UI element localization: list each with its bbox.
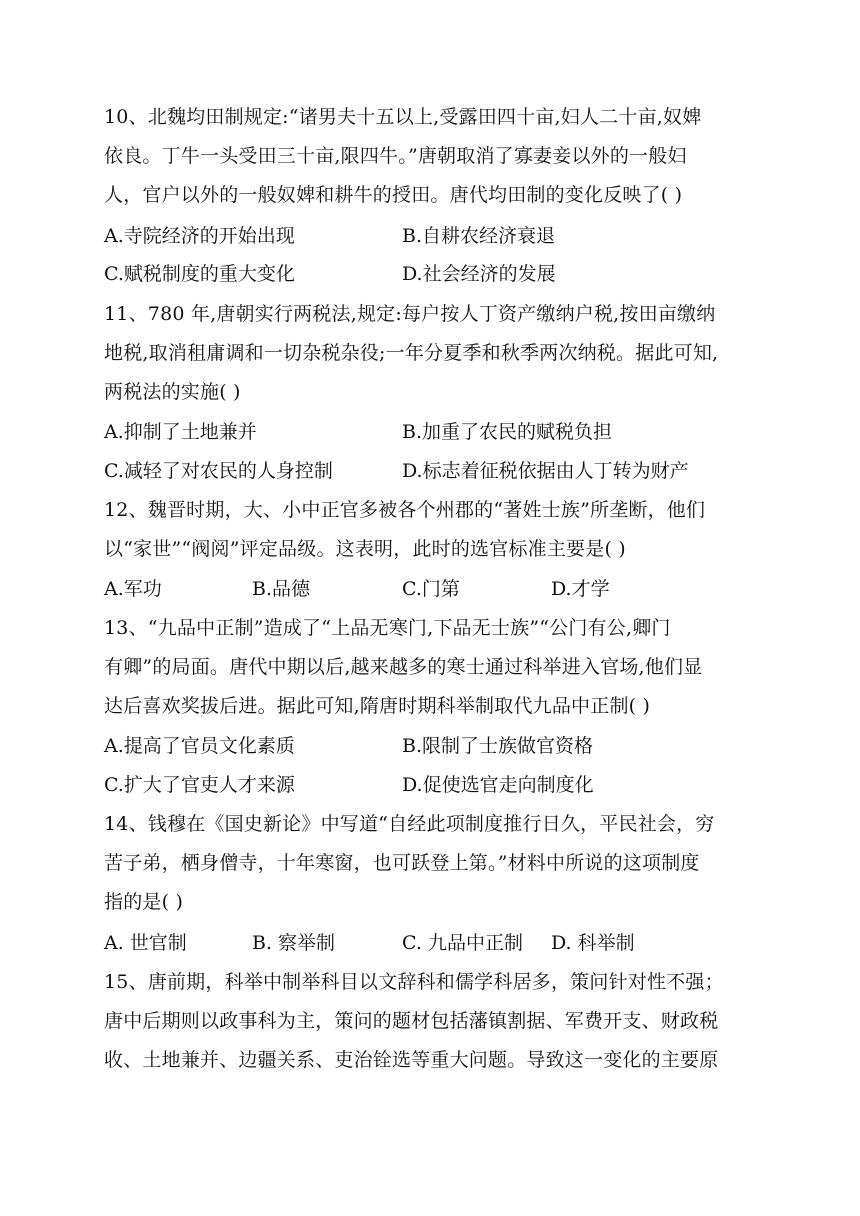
question-10-option-d: D.社会经济的发展 [402, 263, 556, 285]
question-11-line-2: 地税,取消租庸调和一切杂税杂役;一年分夏季和秋季两次纳税。据此可知, [104, 342, 719, 364]
question-10-line-1: 10、北魏均田制规定:“诸男夫十五以上,受露田四十亩,妇人二十亩,奴婢 [104, 106, 702, 128]
question-14-line-1: 14、钱穆在《国史新论》中写道“自经此项制度推行日久，平民社会，穷 [104, 813, 715, 835]
question-12-option-b: B.品德 [252, 578, 311, 600]
question-14-option-c: C. 九品中正制 [402, 932, 523, 954]
question-13-line-3: 达后喜欢奖拔后进。据此可知,隋唐时期科举制取代九品中正制( ) [104, 695, 651, 717]
question-14-line-2: 苦子弟，栖身僧寺，十年寒窗，也可跃登上第。”材料中所说的这项制度 [104, 852, 700, 874]
question-13-option-c: C.扩大了官吏人才来源 [104, 774, 295, 796]
question-10-option-a: A.寺院经济的开始出现 [104, 225, 295, 247]
question-11-option-a: A.抑制了土地兼并 [104, 421, 257, 443]
question-10-option-c: C.赋税制度的重大变化 [104, 263, 295, 285]
question-14-option-a: A. 世官制 [104, 932, 187, 954]
question-12-option-d: D.才学 [551, 578, 610, 600]
question-11-option-b: B.加重了农民的赋税负担 [402, 421, 613, 443]
question-15-line-3: 收、土地兼并、边疆关系、吏治铨选等重大问题。导致这一变化的主要原 [104, 1049, 719, 1071]
question-11-line-3: 两税法的实施( ) [104, 381, 241, 403]
question-14-option-b: B. 察举制 [252, 932, 336, 954]
question-11-line-1: 11、780 年,唐朝实行两税法,规定:每户按人丁资产缴纳户税,按田亩缴纳 [104, 303, 716, 325]
question-10-option-b: B.自耕农经济衰退 [402, 225, 556, 247]
question-11-option-c: C.减轻了对农民的人身控制 [104, 460, 333, 482]
question-13-line-2: 有卿”的局面。唐代中期以后,越来越多的寒士通过科举进入官场,他们显 [104, 656, 703, 678]
question-12-option-a: A.军功 [104, 578, 162, 600]
question-13-option-d: D.促使选官走向制度化 [402, 774, 594, 796]
question-11-option-d: D.标志着征税依据由人丁转为财产 [402, 460, 689, 482]
question-15-line-2: 唐中后期则以政事科为主，策问的题材包括藩镇割据、军费开支、财政税 [104, 1010, 719, 1032]
question-13-option-a: A.提高了官员文化素质 [104, 735, 295, 757]
question-12-line-2: 以“家世”“阀阅”评定品级。这表明，此时的选官标准主要是( ) [104, 538, 626, 560]
question-12-option-c: C.门第 [402, 578, 460, 600]
question-14-line-3: 指的是( ) [104, 891, 184, 913]
question-10-line-2: 依良。丁牛一头受田三十亩,限四牛。”唐朝取消了寡妻妾以外的一般妇 [104, 145, 687, 167]
question-12-line-1: 12、魏晋时期，大、小中正官多被各个州郡的“著姓士族”所垄断，他们 [104, 499, 706, 521]
question-15-line-1: 15、唐前期，科举中制举科目以文辞科和儒学科居多，策问针对性不强； [104, 971, 724, 993]
question-14-option-d: D. 科举制 [551, 932, 635, 954]
question-13-line-1: 13、“九品中正制”造成了“上品无寒门,下品无士族”“公门有公,卿门 [104, 617, 671, 639]
question-10-line-3: 人，官户以外的一般奴婢和耕牛的授田。唐代均田制的变化反映了( ) [104, 184, 683, 206]
question-13-option-b: B.限制了士族做官资格 [402, 735, 594, 757]
